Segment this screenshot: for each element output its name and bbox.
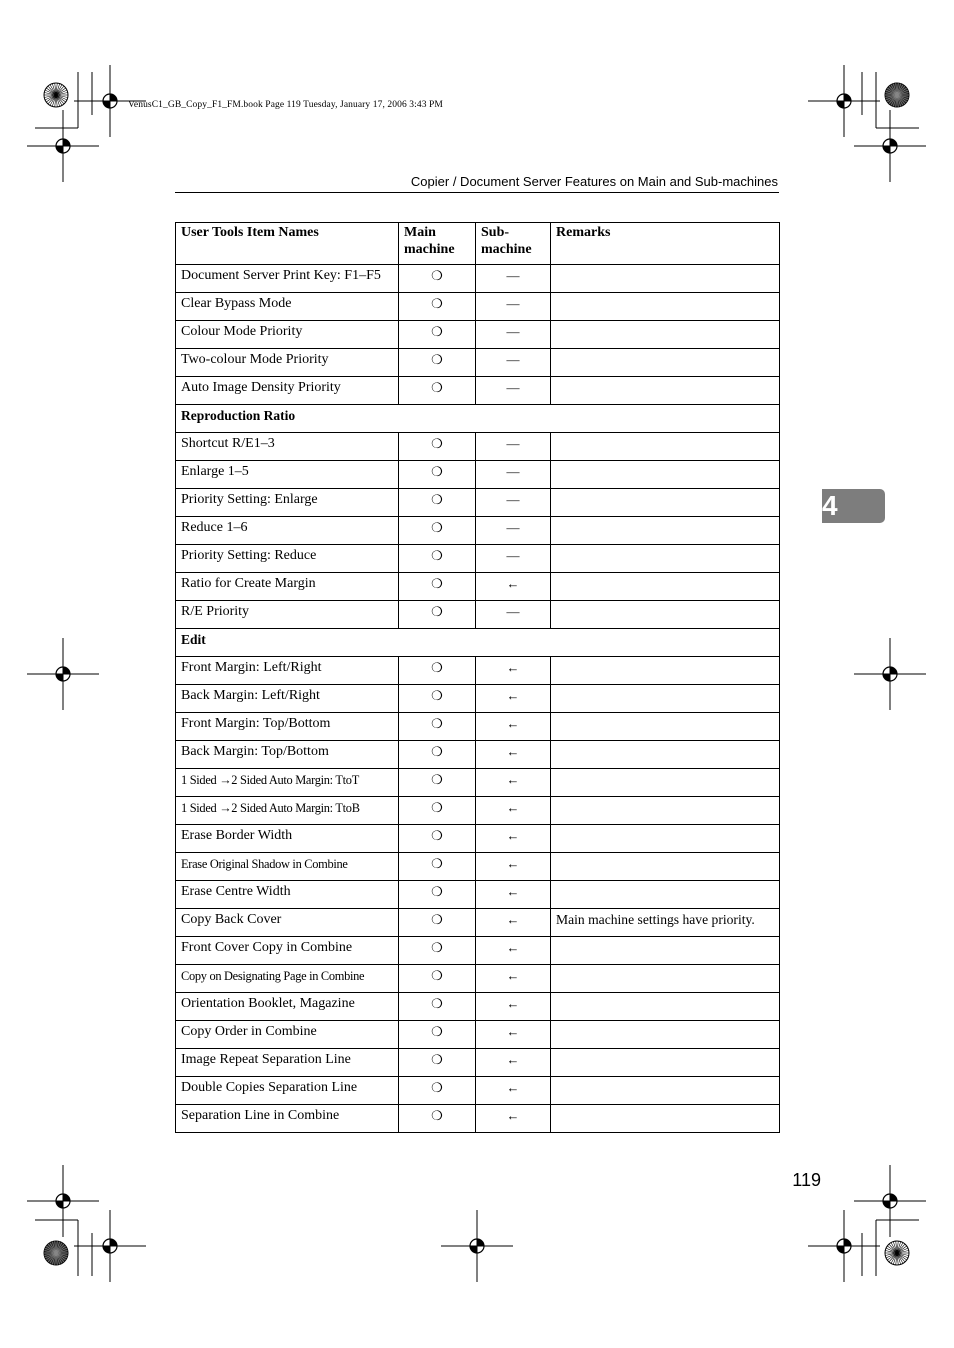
table-row bbox=[176, 909, 780, 937]
table-row bbox=[176, 433, 780, 461]
remarks-cell bbox=[551, 489, 780, 517]
table-row bbox=[176, 349, 780, 377]
item-name-cell: Enlarge 1–5 bbox=[176, 461, 399, 489]
main-machine-cell: ❍ bbox=[399, 545, 476, 573]
item-name-cell: Reduce 1–6 bbox=[176, 517, 399, 545]
sub-machine-cell: ← bbox=[476, 993, 551, 1021]
table-row bbox=[176, 489, 780, 517]
sub-machine-cell: — bbox=[476, 545, 551, 573]
item-name-cell: R/E Priority bbox=[176, 601, 399, 629]
running-header: Copier / Document Server Features on Main and Sub-machines bbox=[410, 174, 778, 189]
remarks-cell bbox=[551, 881, 780, 909]
sub-machine-cell: ← bbox=[476, 573, 551, 601]
table-row bbox=[176, 965, 780, 993]
sub-machine-cell: ← bbox=[476, 1021, 551, 1049]
sub-machine-cell: — bbox=[476, 461, 551, 489]
table-row bbox=[176, 853, 780, 881]
section-row bbox=[176, 629, 780, 657]
user-tools-table bbox=[175, 222, 780, 1133]
item-name-cell: Image Repeat Separation Line bbox=[176, 1049, 399, 1077]
main-machine-cell: ❍ bbox=[399, 937, 476, 965]
table-row bbox=[176, 993, 780, 1021]
table-row bbox=[176, 741, 780, 769]
remarks-cell bbox=[551, 321, 780, 349]
remarks-cell bbox=[551, 825, 780, 853]
sub-machine-cell: — bbox=[476, 377, 551, 405]
main-machine-cell: ❍ bbox=[399, 741, 476, 769]
table-body bbox=[176, 265, 780, 1133]
table-row bbox=[176, 825, 780, 853]
main-machine-cell: ❍ bbox=[399, 1105, 476, 1133]
table-row bbox=[176, 713, 780, 741]
sub-machine-cell: — bbox=[476, 433, 551, 461]
item-name-cell: Front Margin: Left/Right bbox=[176, 657, 399, 685]
remarks-cell bbox=[551, 685, 780, 713]
item-name-cell: 1 Sided →2 Sided Auto Margin: TtoB bbox=[176, 797, 399, 825]
table-row bbox=[176, 1021, 780, 1049]
sub-machine-cell: — bbox=[476, 517, 551, 545]
main-machine-cell: ❍ bbox=[399, 797, 476, 825]
table-row bbox=[176, 573, 780, 601]
print-file-info: VenusC1_GB_Copy_F1_FM.book Page 119 Tuesday, January 17, 2006 3:43 PM bbox=[128, 100, 443, 110]
sub-machine-cell: ← bbox=[476, 685, 551, 713]
main-machine-cell: ❍ bbox=[399, 517, 476, 545]
remarks-cell bbox=[551, 545, 780, 573]
item-name-cell: Copy Order in Combine bbox=[176, 1021, 399, 1049]
item-name-cell: Back Margin: Top/Bottom bbox=[176, 741, 399, 769]
main-machine-cell: ❍ bbox=[399, 1077, 476, 1105]
table-row bbox=[176, 321, 780, 349]
item-name-cell: Orientation Booklet, Magazine bbox=[176, 993, 399, 1021]
page-number: 119 bbox=[792, 1170, 821, 1190]
remarks-cell bbox=[551, 461, 780, 489]
table-row bbox=[176, 545, 780, 573]
section-heading: Reproduction Ratio bbox=[176, 405, 780, 433]
table-row bbox=[176, 769, 780, 797]
table-row bbox=[176, 461, 780, 489]
main-machine-cell: ❍ bbox=[399, 1021, 476, 1049]
main-machine-cell: ❍ bbox=[399, 489, 476, 517]
remarks-cell bbox=[551, 741, 780, 769]
registration-target-icon bbox=[808, 65, 880, 137]
remarks-cell: Main machine settings have priority. bbox=[551, 909, 780, 937]
main-machine-cell: ❍ bbox=[399, 265, 476, 293]
main-machine-cell: ❍ bbox=[399, 881, 476, 909]
main-machine-cell: ❍ bbox=[399, 713, 476, 741]
table-row bbox=[176, 881, 780, 909]
section-heading: Edit bbox=[176, 629, 780, 657]
color-calibration-icon bbox=[885, 1241, 909, 1265]
remarks-cell bbox=[551, 293, 780, 321]
item-name-cell: Front Cover Copy in Combine bbox=[176, 937, 399, 965]
sub-machine-cell: ← bbox=[476, 965, 551, 993]
item-name-cell: Copy on Designating Page in Combine bbox=[176, 965, 399, 993]
sub-machine-cell: — bbox=[476, 293, 551, 321]
item-name-cell: Colour Mode Priority bbox=[176, 321, 399, 349]
table-row bbox=[176, 265, 780, 293]
item-name-cell: Ratio for Create Margin bbox=[176, 573, 399, 601]
main-machine-cell: ❍ bbox=[399, 601, 476, 629]
color-calibration-icon bbox=[44, 83, 68, 107]
sub-machine-cell: ← bbox=[476, 657, 551, 685]
item-name-cell: 1 Sided →2 Sided Auto Margin: TtoT bbox=[176, 769, 399, 797]
main-machine-cell: ❍ bbox=[399, 853, 476, 881]
remarks-cell bbox=[551, 1105, 780, 1133]
table-row bbox=[176, 601, 780, 629]
sub-machine-cell: — bbox=[476, 349, 551, 377]
sub-machine-cell: ← bbox=[476, 797, 551, 825]
main-machine-cell: ❍ bbox=[399, 461, 476, 489]
table-row bbox=[176, 377, 780, 405]
column-header-remarks: Remarks bbox=[551, 223, 780, 265]
table-row bbox=[176, 517, 780, 545]
column-header-item-names: User Tools Item Names bbox=[176, 223, 399, 265]
main-machine-cell: ❍ bbox=[399, 993, 476, 1021]
main-machine-cell: ❍ bbox=[399, 293, 476, 321]
item-name-cell: Separation Line in Combine bbox=[176, 1105, 399, 1133]
remarks-cell bbox=[551, 993, 780, 1021]
item-name-cell: Auto Image Density Priority bbox=[176, 377, 399, 405]
registration-target-icon bbox=[441, 1210, 513, 1282]
item-name-cell: Copy Back Cover bbox=[176, 909, 399, 937]
remarks-cell bbox=[551, 713, 780, 741]
sub-machine-cell: ← bbox=[476, 1049, 551, 1077]
main-machine-cell: ❍ bbox=[399, 349, 476, 377]
registration-target-icon bbox=[74, 1210, 146, 1282]
sub-machine-cell: — bbox=[476, 265, 551, 293]
main-machine-cell: ❍ bbox=[399, 1049, 476, 1077]
item-name-cell: Front Margin: Top/Bottom bbox=[176, 713, 399, 741]
table-row bbox=[176, 685, 780, 713]
item-name-cell: Erase Original Shadow in Combine bbox=[176, 853, 399, 881]
sub-machine-cell: ← bbox=[476, 769, 551, 797]
main-machine-cell: ❍ bbox=[399, 769, 476, 797]
remarks-cell bbox=[551, 1077, 780, 1105]
main-machine-cell: ❍ bbox=[399, 321, 476, 349]
table-row bbox=[176, 937, 780, 965]
remarks-cell bbox=[551, 433, 780, 461]
sub-machine-cell: ← bbox=[476, 881, 551, 909]
color-calibration-icon bbox=[44, 1241, 68, 1265]
remarks-cell bbox=[551, 377, 780, 405]
remarks-cell bbox=[551, 601, 780, 629]
main-machine-cell: ❍ bbox=[399, 825, 476, 853]
column-header-sub-machine: Sub-machine bbox=[476, 223, 551, 265]
remarks-cell bbox=[551, 769, 780, 797]
item-name-cell: Document Server Print Key: F1–F5 bbox=[176, 265, 399, 293]
remarks-cell bbox=[551, 573, 780, 601]
sub-machine-cell: — bbox=[476, 489, 551, 517]
chapter-number: 4 bbox=[822, 490, 838, 521]
sub-machine-cell: ← bbox=[476, 741, 551, 769]
table-row bbox=[176, 1105, 780, 1133]
item-name-cell: Two-colour Mode Priority bbox=[176, 349, 399, 377]
remarks-cell bbox=[551, 1021, 780, 1049]
sub-machine-cell: ← bbox=[476, 853, 551, 881]
remarks-cell bbox=[551, 965, 780, 993]
main-machine-cell: ❍ bbox=[399, 909, 476, 937]
registration-target-icon bbox=[27, 110, 99, 182]
header-rule bbox=[175, 192, 779, 193]
sub-machine-cell: — bbox=[476, 601, 551, 629]
main-machine-cell: ❍ bbox=[399, 433, 476, 461]
main-machine-cell: ❍ bbox=[399, 573, 476, 601]
sub-machine-cell: — bbox=[476, 321, 551, 349]
registration-target-icon bbox=[854, 110, 926, 182]
sub-machine-cell: ← bbox=[476, 1077, 551, 1105]
remarks-cell bbox=[551, 937, 780, 965]
item-name-cell: Shortcut R/E1–3 bbox=[176, 433, 399, 461]
remarks-cell bbox=[551, 797, 780, 825]
table-row bbox=[176, 657, 780, 685]
item-name-cell: Erase Border Width bbox=[176, 825, 399, 853]
registration-target-icon bbox=[854, 1165, 926, 1237]
item-name-cell: Double Copies Separation Line bbox=[176, 1077, 399, 1105]
table-row bbox=[176, 293, 780, 321]
registration-target-icon bbox=[808, 1210, 880, 1282]
section-row bbox=[176, 405, 780, 433]
item-name-cell: Priority Setting: Reduce bbox=[176, 545, 399, 573]
table-row bbox=[176, 797, 780, 825]
remarks-cell bbox=[551, 1049, 780, 1077]
sub-machine-cell: ← bbox=[476, 909, 551, 937]
item-name-cell: Erase Centre Width bbox=[176, 881, 399, 909]
item-name-cell: Clear Bypass Mode bbox=[176, 293, 399, 321]
main-machine-cell: ❍ bbox=[399, 965, 476, 993]
sub-machine-cell: ← bbox=[476, 713, 551, 741]
remarks-cell bbox=[551, 853, 780, 881]
color-calibration-icon bbox=[885, 83, 909, 107]
sub-machine-cell: ← bbox=[476, 1105, 551, 1133]
remarks-cell bbox=[551, 265, 780, 293]
registration-target-icon bbox=[854, 638, 926, 710]
sub-machine-cell: ← bbox=[476, 825, 551, 853]
remarks-cell bbox=[551, 657, 780, 685]
item-name-cell: Back Margin: Left/Right bbox=[176, 685, 399, 713]
main-machine-cell: ❍ bbox=[399, 657, 476, 685]
main-machine-cell: ❍ bbox=[399, 685, 476, 713]
sub-machine-cell: ← bbox=[476, 937, 551, 965]
registration-target-icon bbox=[27, 638, 99, 710]
remarks-cell bbox=[551, 349, 780, 377]
table-row bbox=[176, 1077, 780, 1105]
table-header-row bbox=[176, 223, 780, 265]
table-row bbox=[176, 1049, 780, 1077]
main-machine-cell: ❍ bbox=[399, 377, 476, 405]
item-name-cell: Priority Setting: Enlarge bbox=[176, 489, 399, 517]
registration-target-icon bbox=[27, 1165, 99, 1237]
chapter-tab bbox=[822, 489, 885, 523]
remarks-cell bbox=[551, 517, 780, 545]
column-header-main-machine: Main machine bbox=[399, 223, 476, 265]
